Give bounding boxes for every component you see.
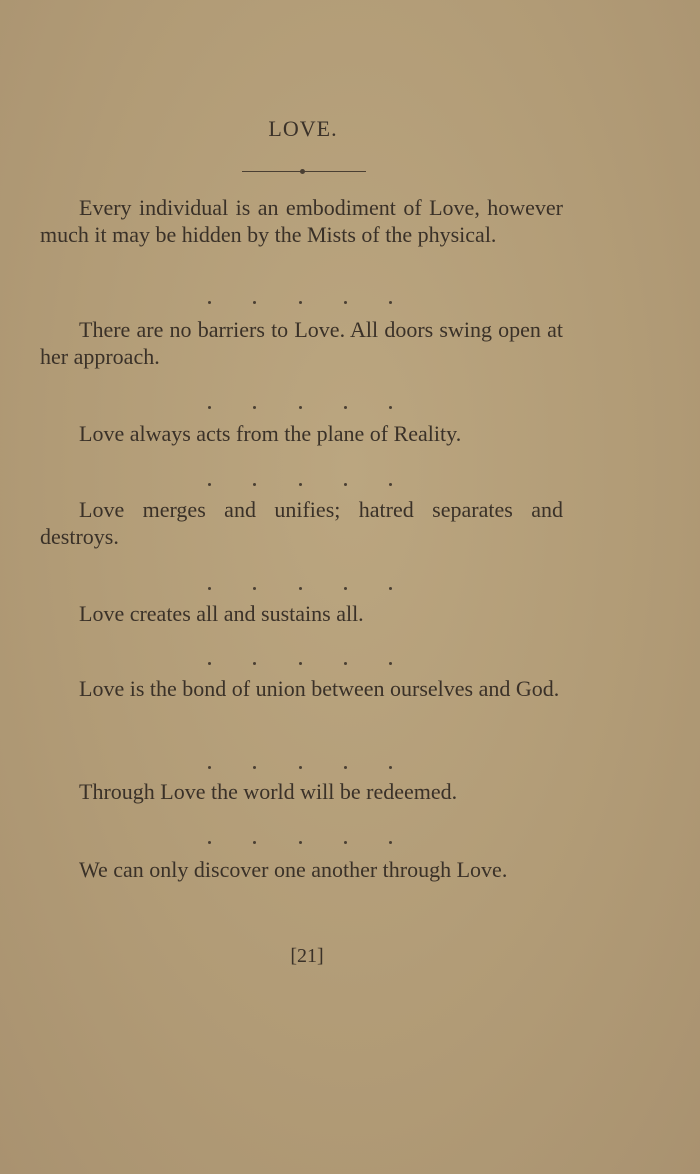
dot-separator (208, 483, 392, 486)
dot-separator (208, 406, 392, 409)
dot-separator (208, 587, 392, 590)
dot-separator (208, 841, 392, 844)
paragraph-1: Every individual is an embodiment of Love, however much it may be hidden by the Mists of the physical. (40, 195, 563, 247)
dot-separator (208, 662, 392, 665)
paragraph-3: Love always acts from the plane of Reality. (79, 421, 462, 446)
paragraph-8: We can only discover one another through Love. (79, 857, 508, 882)
paragraph-2: There are no barriers to Love. All doors swing open at her approach. (40, 317, 563, 369)
paragraph-4: Love merges and unifies; hatred separates and destroys. (40, 497, 563, 549)
chapter-title: LOVE. (268, 116, 338, 141)
dot-separator (208, 766, 392, 769)
dot-separator (208, 301, 392, 304)
paragraph-6: Love is the bond of union between ourselves and God. (79, 676, 560, 701)
page-number: [21] (290, 945, 324, 967)
paragraph-5: Love creates all and sustains all. (79, 601, 364, 626)
title-rule-ornament (300, 169, 305, 174)
paragraph-7: Through Love the world will be redeemed. (79, 779, 458, 804)
